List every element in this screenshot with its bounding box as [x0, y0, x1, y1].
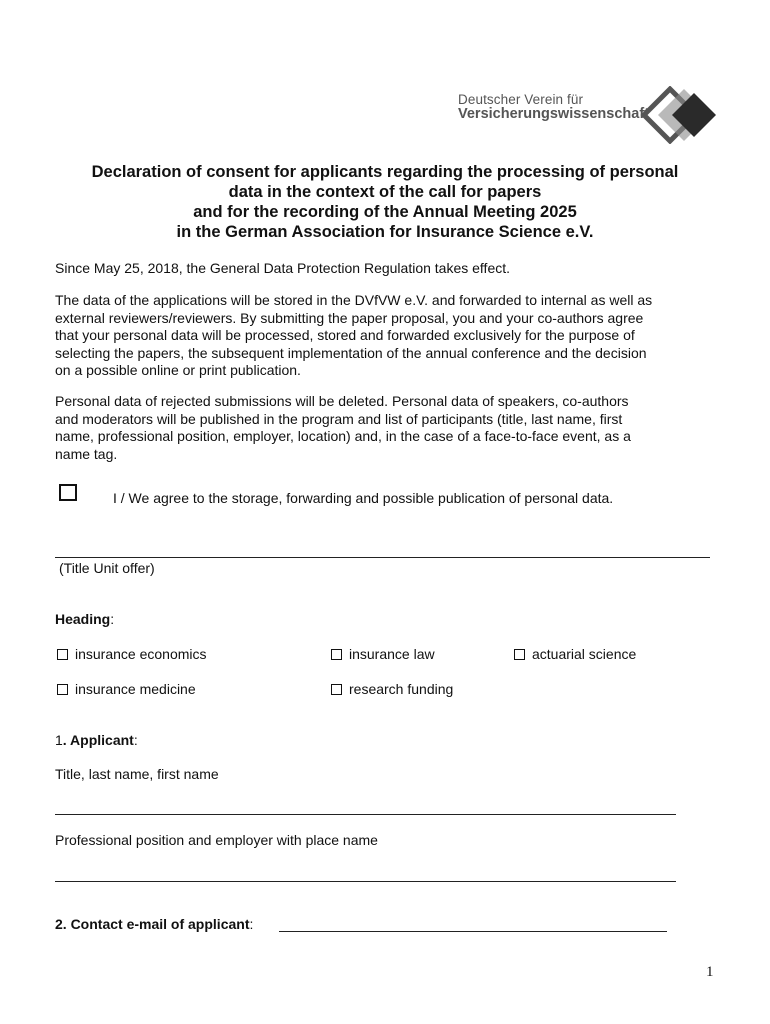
- title-line: in the German Association for Insurance Science e.V.: [176, 223, 594, 241]
- title-unit-field[interactable]: [55, 557, 710, 558]
- option-label: research funding: [349, 681, 454, 697]
- checkbox-icon[interactable]: [331, 684, 342, 695]
- page-number: 1: [706, 964, 714, 980]
- option-label: insurance medicine: [75, 681, 196, 697]
- logo-diamond-icon: [638, 86, 720, 144]
- title-unit-label: (Title Unit offer): [59, 560, 155, 576]
- applicant-number: 1: [55, 732, 63, 748]
- title-line: and for the recording of the Annual Meeting 2025: [193, 203, 577, 221]
- option-label: insurance law: [349, 646, 435, 662]
- contact-email-field[interactable]: [279, 931, 667, 932]
- option-label: insurance economics: [75, 646, 207, 662]
- option-research-funding[interactable]: [331, 681, 453, 697]
- consent-label: I / We agree to the storage, forwarding and possible publication of personal data.: [113, 490, 614, 506]
- title-line: Declaration of consent for applicants regarding the processing of personal: [91, 163, 679, 181]
- consent-checkbox[interactable]: [59, 484, 77, 501]
- rejected-data-paragraph: [55, 393, 723, 463]
- checkbox-icon[interactable]: [514, 649, 525, 660]
- title-line: data in the context of the call for papers: [228, 183, 542, 201]
- applicant-heading: [55, 732, 138, 748]
- logo-text-line2: Versicherungswissenschaft: [458, 106, 649, 122]
- contact-email-label: [55, 916, 253, 932]
- paragraph-line: that your personal data will be processed, stored and forwarded exclusively for the purpose of: [55, 327, 635, 343]
- applicant-title: . Applicant: [62, 732, 134, 748]
- option-insurance-law[interactable]: [331, 646, 435, 662]
- paragraph-line: name, professional position, employer, location) and, in the case of a face-to-face event, as a: [55, 428, 631, 444]
- checkbox-icon[interactable]: [57, 649, 68, 660]
- paragraph-line: The data of the applications will be stored in the DVfVW e.V. and forwarded to internal as well as: [55, 292, 653, 308]
- heading-colon: :: [110, 611, 115, 627]
- option-insurance-medicine[interactable]: [57, 681, 196, 697]
- logo-text-line1: Deutscher Verein für: [458, 92, 584, 107]
- option-label: actuarial science: [532, 646, 637, 662]
- paragraph-line: Personal data of rejected submissions will be deleted. Personal data of speakers, co-authors: [55, 393, 629, 409]
- option-actuarial-science[interactable]: [514, 646, 636, 662]
- heading-text: Heading: [55, 611, 111, 627]
- contact-email-text: 2. Contact e-mail of applicant: [55, 916, 250, 932]
- checkbox-icon[interactable]: [57, 684, 68, 695]
- position-label: Professional position and employer with place name: [55, 832, 378, 848]
- position-field[interactable]: [55, 881, 676, 882]
- association-logo: [458, 86, 720, 146]
- applicant-colon: :: [133, 732, 138, 748]
- heading-label: [55, 611, 114, 627]
- paragraph-line: name tag.: [55, 445, 118, 462]
- document-title: [40, 162, 730, 242]
- contact-email-colon: :: [249, 916, 254, 932]
- checkbox-icon[interactable]: [331, 649, 342, 660]
- name-field[interactable]: [55, 814, 676, 815]
- paragraph-line: external reviewers/reviewers. By submitting the paper proposal, you and your co-authors agree: [55, 309, 644, 326]
- paragraph-line: and moderators will be published in the program and list of participants (title, last name, first: [55, 410, 623, 427]
- paragraph-line: selecting the papers, the subsequent implementation of the annual conference and the decision: [55, 344, 647, 361]
- paragraph-line: on a possible online or print publication.: [55, 362, 301, 378]
- option-insurance-economics[interactable]: [57, 646, 207, 662]
- gdpr-paragraph: Since May 25, 2018, the General Data Protection Regulation takes effect.: [55, 260, 511, 276]
- storage-paragraph: [55, 292, 723, 380]
- name-label: Title, last name, first name: [55, 766, 219, 782]
